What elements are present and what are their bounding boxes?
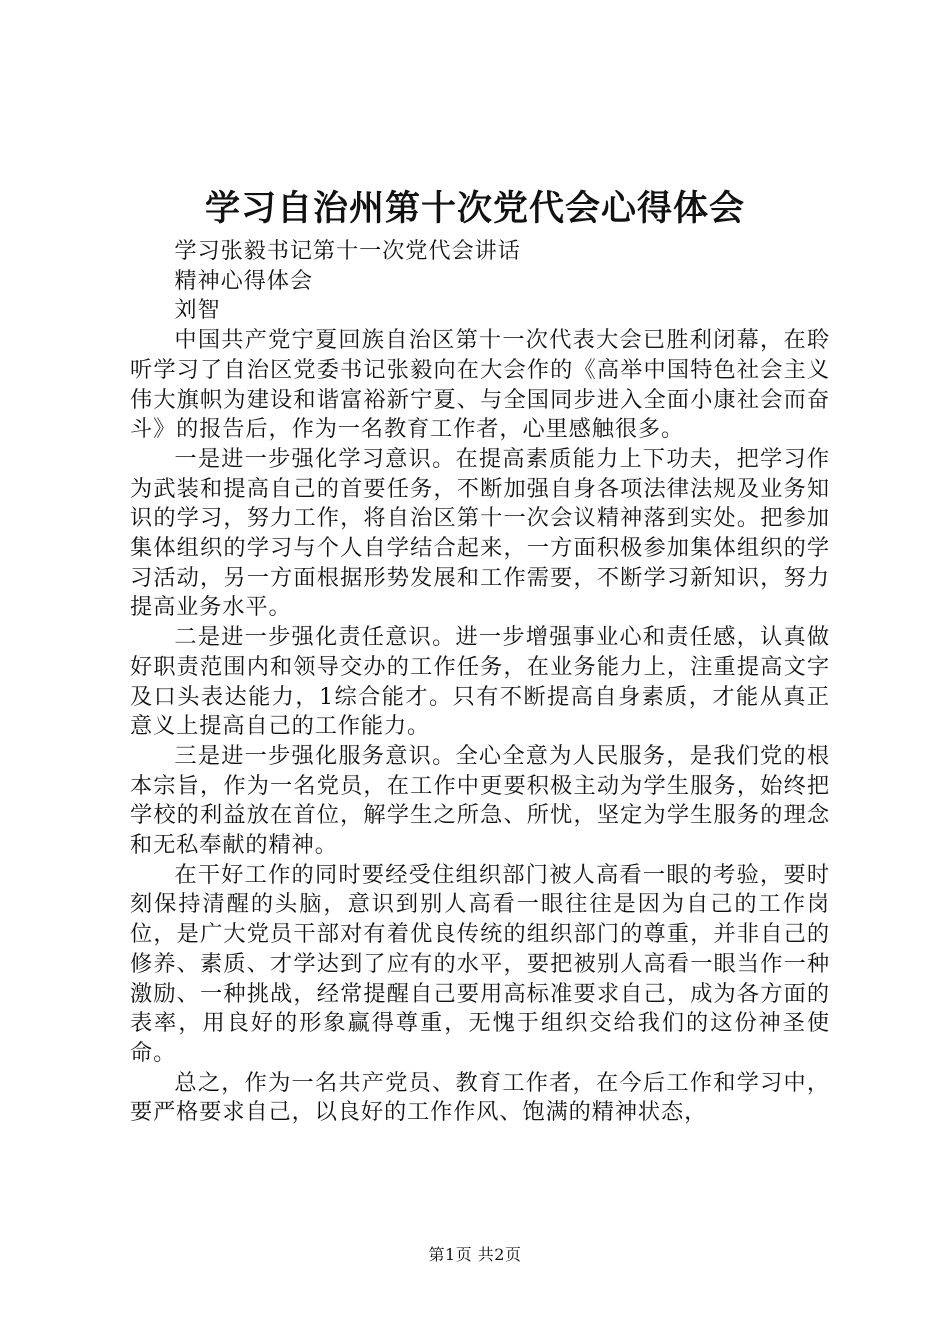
subtitle-line-1: 学习张毅书记第十一次党代会讲话 bbox=[174, 238, 521, 264]
subtitle-line-2: 精神心得体会 bbox=[174, 267, 313, 294]
paragraph-learning: 一是进一步强化学习意识。在提高素质能力上下功夫，把学习作为武装和提高自己的首要任务，不断加强自身各项法律法规及业务知识的学习，努力工作，将自治区第十一次会议精神落到实处。把参加集体组织的学习与个人自学结合起来，一方面积极参加集体组织的学习活动，另一方面根据形势发展和工作需要，不断学习新知识，努力提高业务水平。 bbox=[130, 445, 830, 621]
paragraph-service: 三是进一步强化服务意识。全心全意为人民服务，是我们党的根本宗旨，作为一名党员，在工作中更要积极主动为学生服务，始终把学校的利益放在首位，解学生之所急、所忧，坚定为学生服务的理念和无私奉献的精神。 bbox=[130, 742, 830, 859]
paragraph-responsibility: 二是进一步强化责任意识。进一步增强事业心和责任感，认真做好职责范围内和领导交办的工作任务，在业务能力上，注重提高文字及口头表达能力，1综合能才。只有不断提高自身素质，才能从真正意义上提高自己的工作能力。 bbox=[130, 624, 830, 740]
paragraph-intro: 中国共产党宁夏回族自治区第十一次代表大会已胜利闭幕，在聆听学习了自治区党委书记张毅向在大会作的《高举中国特色社会主义伟大旗帜为建设和谐富裕新宁夏、与全国同步进入全面小康社会而奋斗》的报告后，作为一名教育工作者，心里感触很多。 bbox=[130, 327, 830, 443]
page-number-footer: 第1页 共2页 bbox=[428, 1245, 522, 1264]
author-name: 刘智 bbox=[174, 297, 221, 324]
paragraph-conclusion: 总之，作为一名共产党员、教育工作者，在今后工作和学习中，要严格要求自己，以良好的工作作风、饱满的精神状态， bbox=[130, 1069, 830, 1126]
paragraph-test: 在干好工作的同时要经受住组织部门被人高看一眼的考验，要时刻保持清醒的头脑，意识到别人高看一眼往往是因为自己的工作岗位，是广大党员干部对有着优良传统的组织部门的尊重，并非自己的修养、素质、才学达到了应有的水平，要把被别人高看一眼当作一种激励、一种挑战，经常提醒自己要用高标准要求自己，成为各方面的表率，用良好的形象赢得尊重，无愧于组织交给我们的这份神圣使命。 bbox=[130, 861, 830, 1066]
document-body bbox=[130, 237, 830, 1128]
document-title: 学习自治州第十次党代会心得体会 bbox=[204, 188, 745, 229]
